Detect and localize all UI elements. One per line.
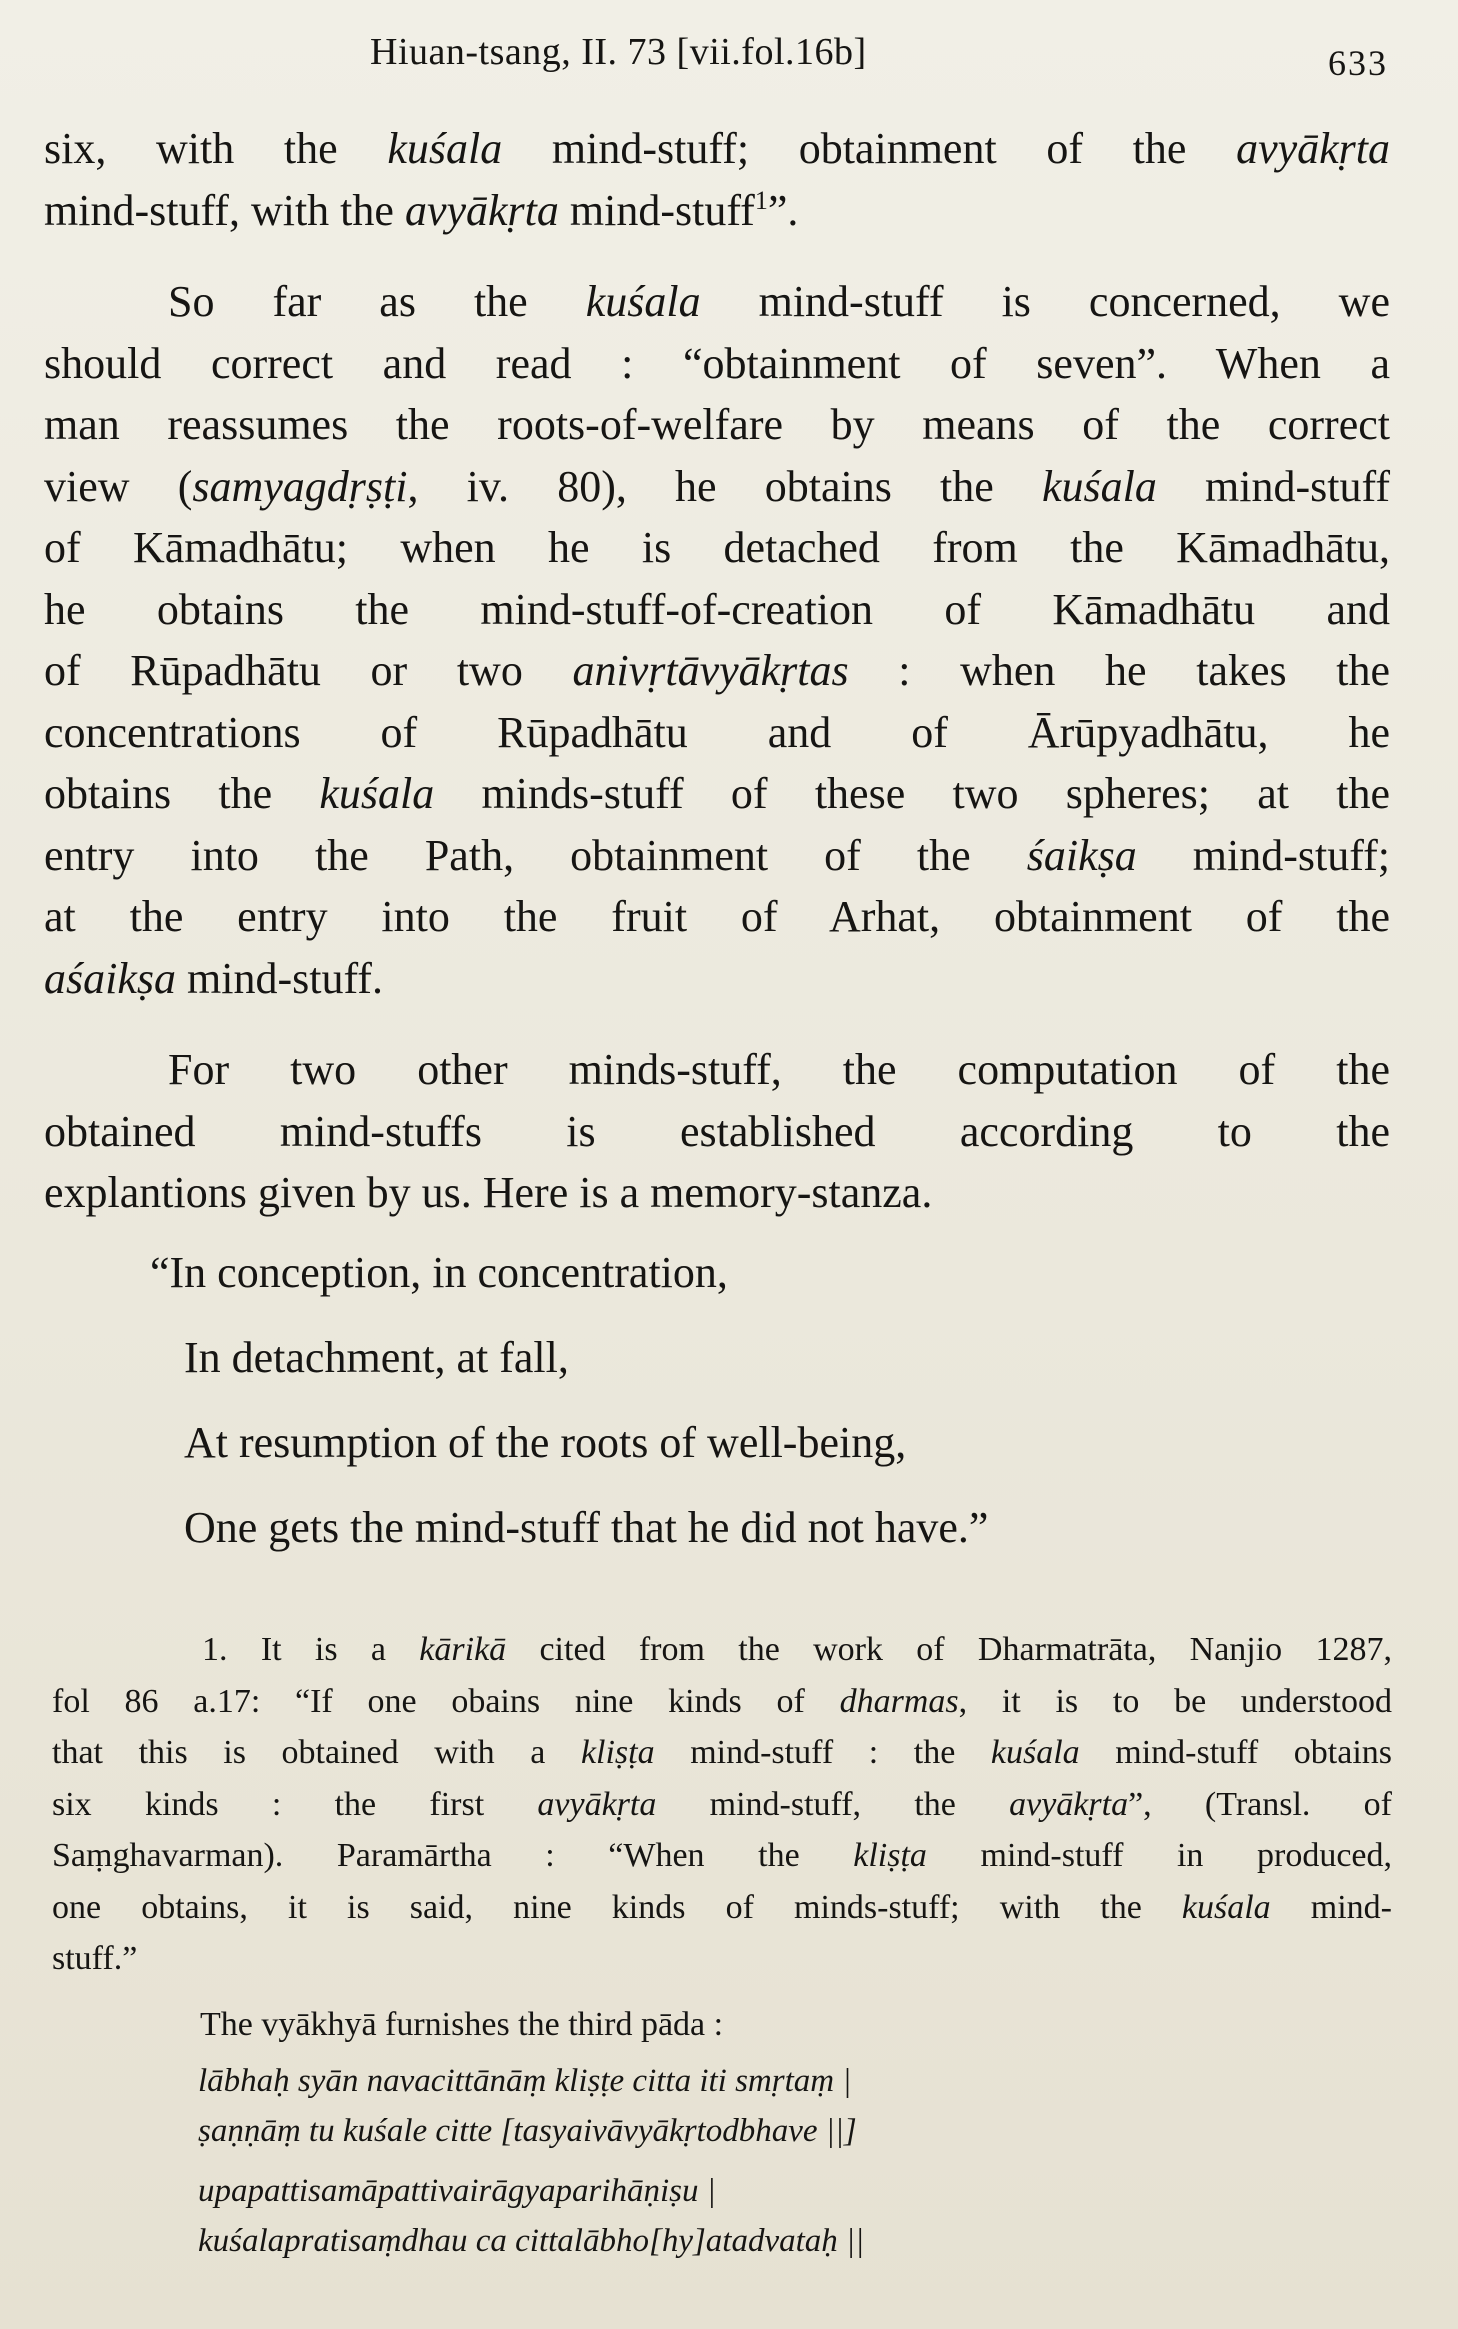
sanskrit-verses <box>52 2056 1392 2266</box>
footnote-line: six kinds : the first avyākṛta mind-stuff, the avyākṛta”, (Transl. of <box>52 1785 1392 1823</box>
verse-line: upapattisamāpattivairāgyaparihāṇiṣu | <box>198 2173 716 2209</box>
footnote-line: Saṃghavarman). Paramārtha : “When the kliṣṭa mind-stuff in produced, <box>52 1837 1393 1874</box>
stanza-line: One gets the mind-stuff that he did not have.” <box>184 1503 989 1552</box>
footnote-line: fol 86 a.17: “If one obains nine kinds of dharmas, it is to be understood <box>52 1682 1392 1720</box>
stanza-line: “In conception, in concentration, <box>150 1248 728 1297</box>
vyakhya-intro: The vyākhyā furnishes the third pāda : <box>200 2005 724 2043</box>
stanza-line: At resumption of the roots of well-being, <box>184 1418 907 1467</box>
page-number: 633 <box>1328 43 1388 83</box>
text-line: of Kāmadhātu; when he is detached from the Kāmadhātu, <box>44 523 1390 572</box>
footnote-line: that this is obtained with a kliṣṭa mind-stuff : the kuśala mind-stuff obtains <box>52 1734 1393 1771</box>
footnote-ref: 1 <box>754 185 768 215</box>
running-head-title: Hiuan-tsang, II. 73 [vii.fol.16b] <box>370 31 867 73</box>
main-text <box>44 118 1390 1224</box>
text-line: obtains the kuśala minds-stuff of these two spheres; at the <box>44 769 1390 818</box>
footnotes <box>52 1624 1392 2266</box>
verse-line: ṣaṇṇāṃ tu kuśale citte [tasyaivāvyākṛtodbhave ||] <box>198 2113 857 2149</box>
text-line: explantions given by us. Here is a memory-stanza. <box>44 1168 933 1217</box>
text-line: mind-stuff, with the avyākṛta mind-stuff$^1$”. <box>44 185 799 235</box>
text-line: obtained mind-stuffs is established according to the <box>44 1106 1390 1156</box>
text-line: view (samyagdṛṣṭi, iv. 80), he obtains the kuśala mind-stuff <box>44 461 1390 511</box>
text-line: of Rūpadhātu or two anivṛtāvyākṛtas : when he takes the <box>44 646 1391 695</box>
stanza-line: In detachment, at fall, <box>184 1333 569 1382</box>
footnote-line: stuff.” <box>52 1940 138 1977</box>
text-line: entry into the Path, obtainment of the śaikṣa mind-stuff; <box>44 830 1390 880</box>
text-line: concentrations of Rūpadhātu and of Ārūpyadhātu, he <box>44 707 1390 757</box>
text-line: man reassumes the roots-of-welfare by means of the correct <box>44 400 1390 449</box>
text-line: at the entry into the fruit of Arhat, obtainment of the <box>44 892 1390 941</box>
text-line: So far as the kuśala mind-stuff is concerned, we <box>168 277 1390 326</box>
verse-line: lābhaḥ syān navacittānāṃ kliṣṭe citta iti smṛtaṃ | <box>198 2063 852 2099</box>
footnote-line: one obtains, it is said, nine kinds of minds-stuff; with the kuśala mind- <box>52 1888 1393 1926</box>
footnote-line: 1. It is a kārikā cited from the work of Dharmatrāta, Nanjio 1287, <box>202 1631 1392 1668</box>
verse-line: kuśalapratisaṃdhau ca cittalābho[hy]atadvataḥ || <box>198 2223 865 2259</box>
text-line: he obtains the mind-stuff-of-creation of Kāmadhātu and <box>44 584 1390 634</box>
text-line: should correct and read : “obtainment of seven”. When a <box>44 338 1390 388</box>
memory-stanza <box>140 1230 988 1570</box>
text-line: For two other minds-stuff, the computation of the <box>168 1045 1390 1094</box>
text-line: six, with the kuśala mind-stuff; obtainment of the avyākṛta <box>44 124 1390 173</box>
text-line: aśaikṣa mind-stuff. <box>44 953 383 1003</box>
running-head <box>0 30 1458 90</box>
